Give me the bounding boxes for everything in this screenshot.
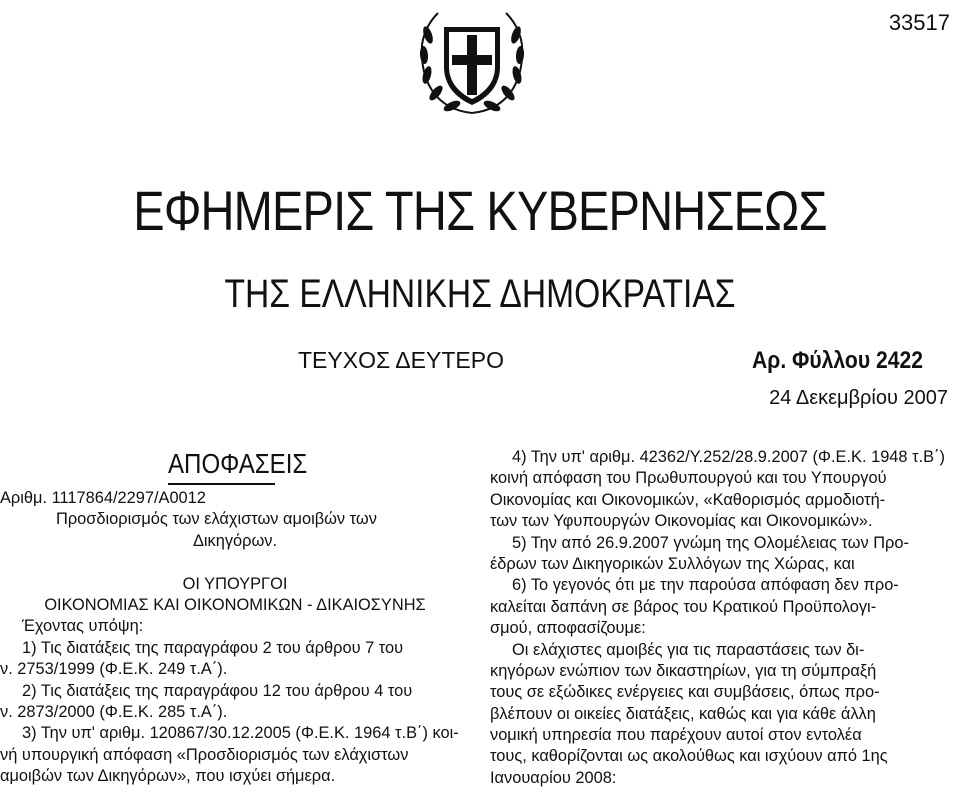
- preamble-line: ν. 2753/1999 (Φ.Ε.Κ. 249 τ.Α΄).: [0, 660, 228, 679]
- preamble-line: ν. 2873/2000 (Φ.Ε.Κ. 285 τ.Α΄).: [0, 702, 228, 721]
- decision-clause: σμού, αποφασίζουμε:: [490, 619, 646, 638]
- right-column: [490, 447, 960, 789]
- preamble-line: κοινή απόφαση του Πρωθυπουργού και του Υπουργού: [490, 469, 887, 488]
- greek-coat-of-arms-icon: [414, 5, 530, 121]
- preamble-line: νή υπουργική απόφαση «Προσδιορισμός των ελάχιστων: [0, 745, 409, 764]
- body-line: τους σε εξώδικες ενέργειες και συμβάσεις, όπως προ-: [490, 683, 880, 702]
- heading-underline: [168, 483, 275, 485]
- preamble-line: καλείται δαπάνη σε βάρος του Κρατικού Προϋπολογι-: [490, 597, 877, 616]
- preamble-line: 1) Τις διατάξεις της παραγράφου 2 του άρθρου 7 του: [22, 638, 404, 657]
- issue-series: ΤΕΥΧΟΣ ΔΕΥΤΕΡΟ: [298, 347, 504, 373]
- gazette-title: ΕΦΗΜΕΡΙΣ ΤΗΣ ΚΥΒΕΡΝΗΣΕΩΣ: [133, 179, 827, 242]
- preamble-line: 3) Την υπ' αριθμ. 120867/30.12.2005 (Φ.Ε.Κ. 1964 τ.Β΄) κοι-: [22, 724, 459, 743]
- preamble-line: 5) Την από 26.9.2007 γνώμη της Ολομέλειας των Προ-: [512, 533, 909, 552]
- preamble-line: 4) Την υπ' αριθμ. 42362/Υ.252/28.9.2007 (Φ.Ε.Κ. 1948 τ.Β΄): [512, 448, 945, 466]
- body-line: νομική υπηρεσία που παρέχουν αυτοί στον εντολέα: [490, 726, 862, 745]
- preamble-line: των των Υφυπουργών Οικονομίας και Οικονομικών».: [490, 512, 873, 531]
- preamble-line: 2) Τις διατάξεις της παραγράφου 12 του άρθρου 4 του: [22, 681, 413, 700]
- body-line: Οι ελάχιστες αμοιβές για τις παραστάσεις των δι-: [512, 640, 865, 659]
- spacer: [0, 552, 470, 573]
- decision-number: Αριθμ. 1117864/2297/Α0012: [0, 489, 206, 507]
- preamble-intro: Έχοντας υπόψη:: [22, 617, 144, 636]
- gazette-subtitle: ΤΗΣ ΕΛΛΗΝΙΚΗΣ ΔΗΜΟΚΡΑΤΙΑΣ: [224, 272, 736, 316]
- page-number: 33517: [888, 10, 950, 35]
- body-line: κηγόρων ενώπιον των δικαστηρίων, για τη σύμπραξή: [490, 661, 877, 680]
- decision-subject: Προσδιορισμός των ελάχιστων αμοιβών των: [56, 510, 377, 529]
- preamble-line: 6) Το γεγονός ότι με την παρούσα απόφαση δεν προ-: [512, 576, 899, 595]
- issue-date: 24 Δεκεμβρίου 2007: [769, 387, 948, 409]
- body-line: βλέπουν οι οικείες διατάξεις, καθώς και για κάθε άλλη: [490, 704, 876, 723]
- body-line: τους, καθορίζονται ως ακολούθως και ισχύουν από 1ης: [490, 747, 888, 766]
- preamble-line: έδρων των Δικηγορικών Συλλόγων της Χώρας, και: [490, 554, 855, 573]
- section-heading: ΑΠΟΦΑΣΕΙΣ: [168, 448, 308, 479]
- ministers-heading: ΟΙ ΥΠΟΥΡΓΟΙ: [182, 574, 288, 593]
- body-line: Ιανουαρίου 2008:: [490, 768, 617, 787]
- preamble-line: αμοιβών των Δικηγόρων», που ισχύει σήμερα.: [0, 767, 336, 786]
- preamble-line: Οικονομίας και Οικονομικών, «Καθορισμός αρμοδιοτή-: [490, 490, 886, 509]
- sheet-number: Αρ. Φύλλου 2422: [752, 347, 923, 374]
- decision-subject-cont: Δικηγόρων.: [192, 531, 278, 550]
- left-column: [0, 488, 470, 787]
- ministries-heading: ΟΙΚΟΝΟΜΙΑΣ ΚΑΙ ΟΙΚΟΝΟΜΙΚΩΝ - ΔΙΚΑΙΟΣΥΝΗΣ: [44, 595, 426, 614]
